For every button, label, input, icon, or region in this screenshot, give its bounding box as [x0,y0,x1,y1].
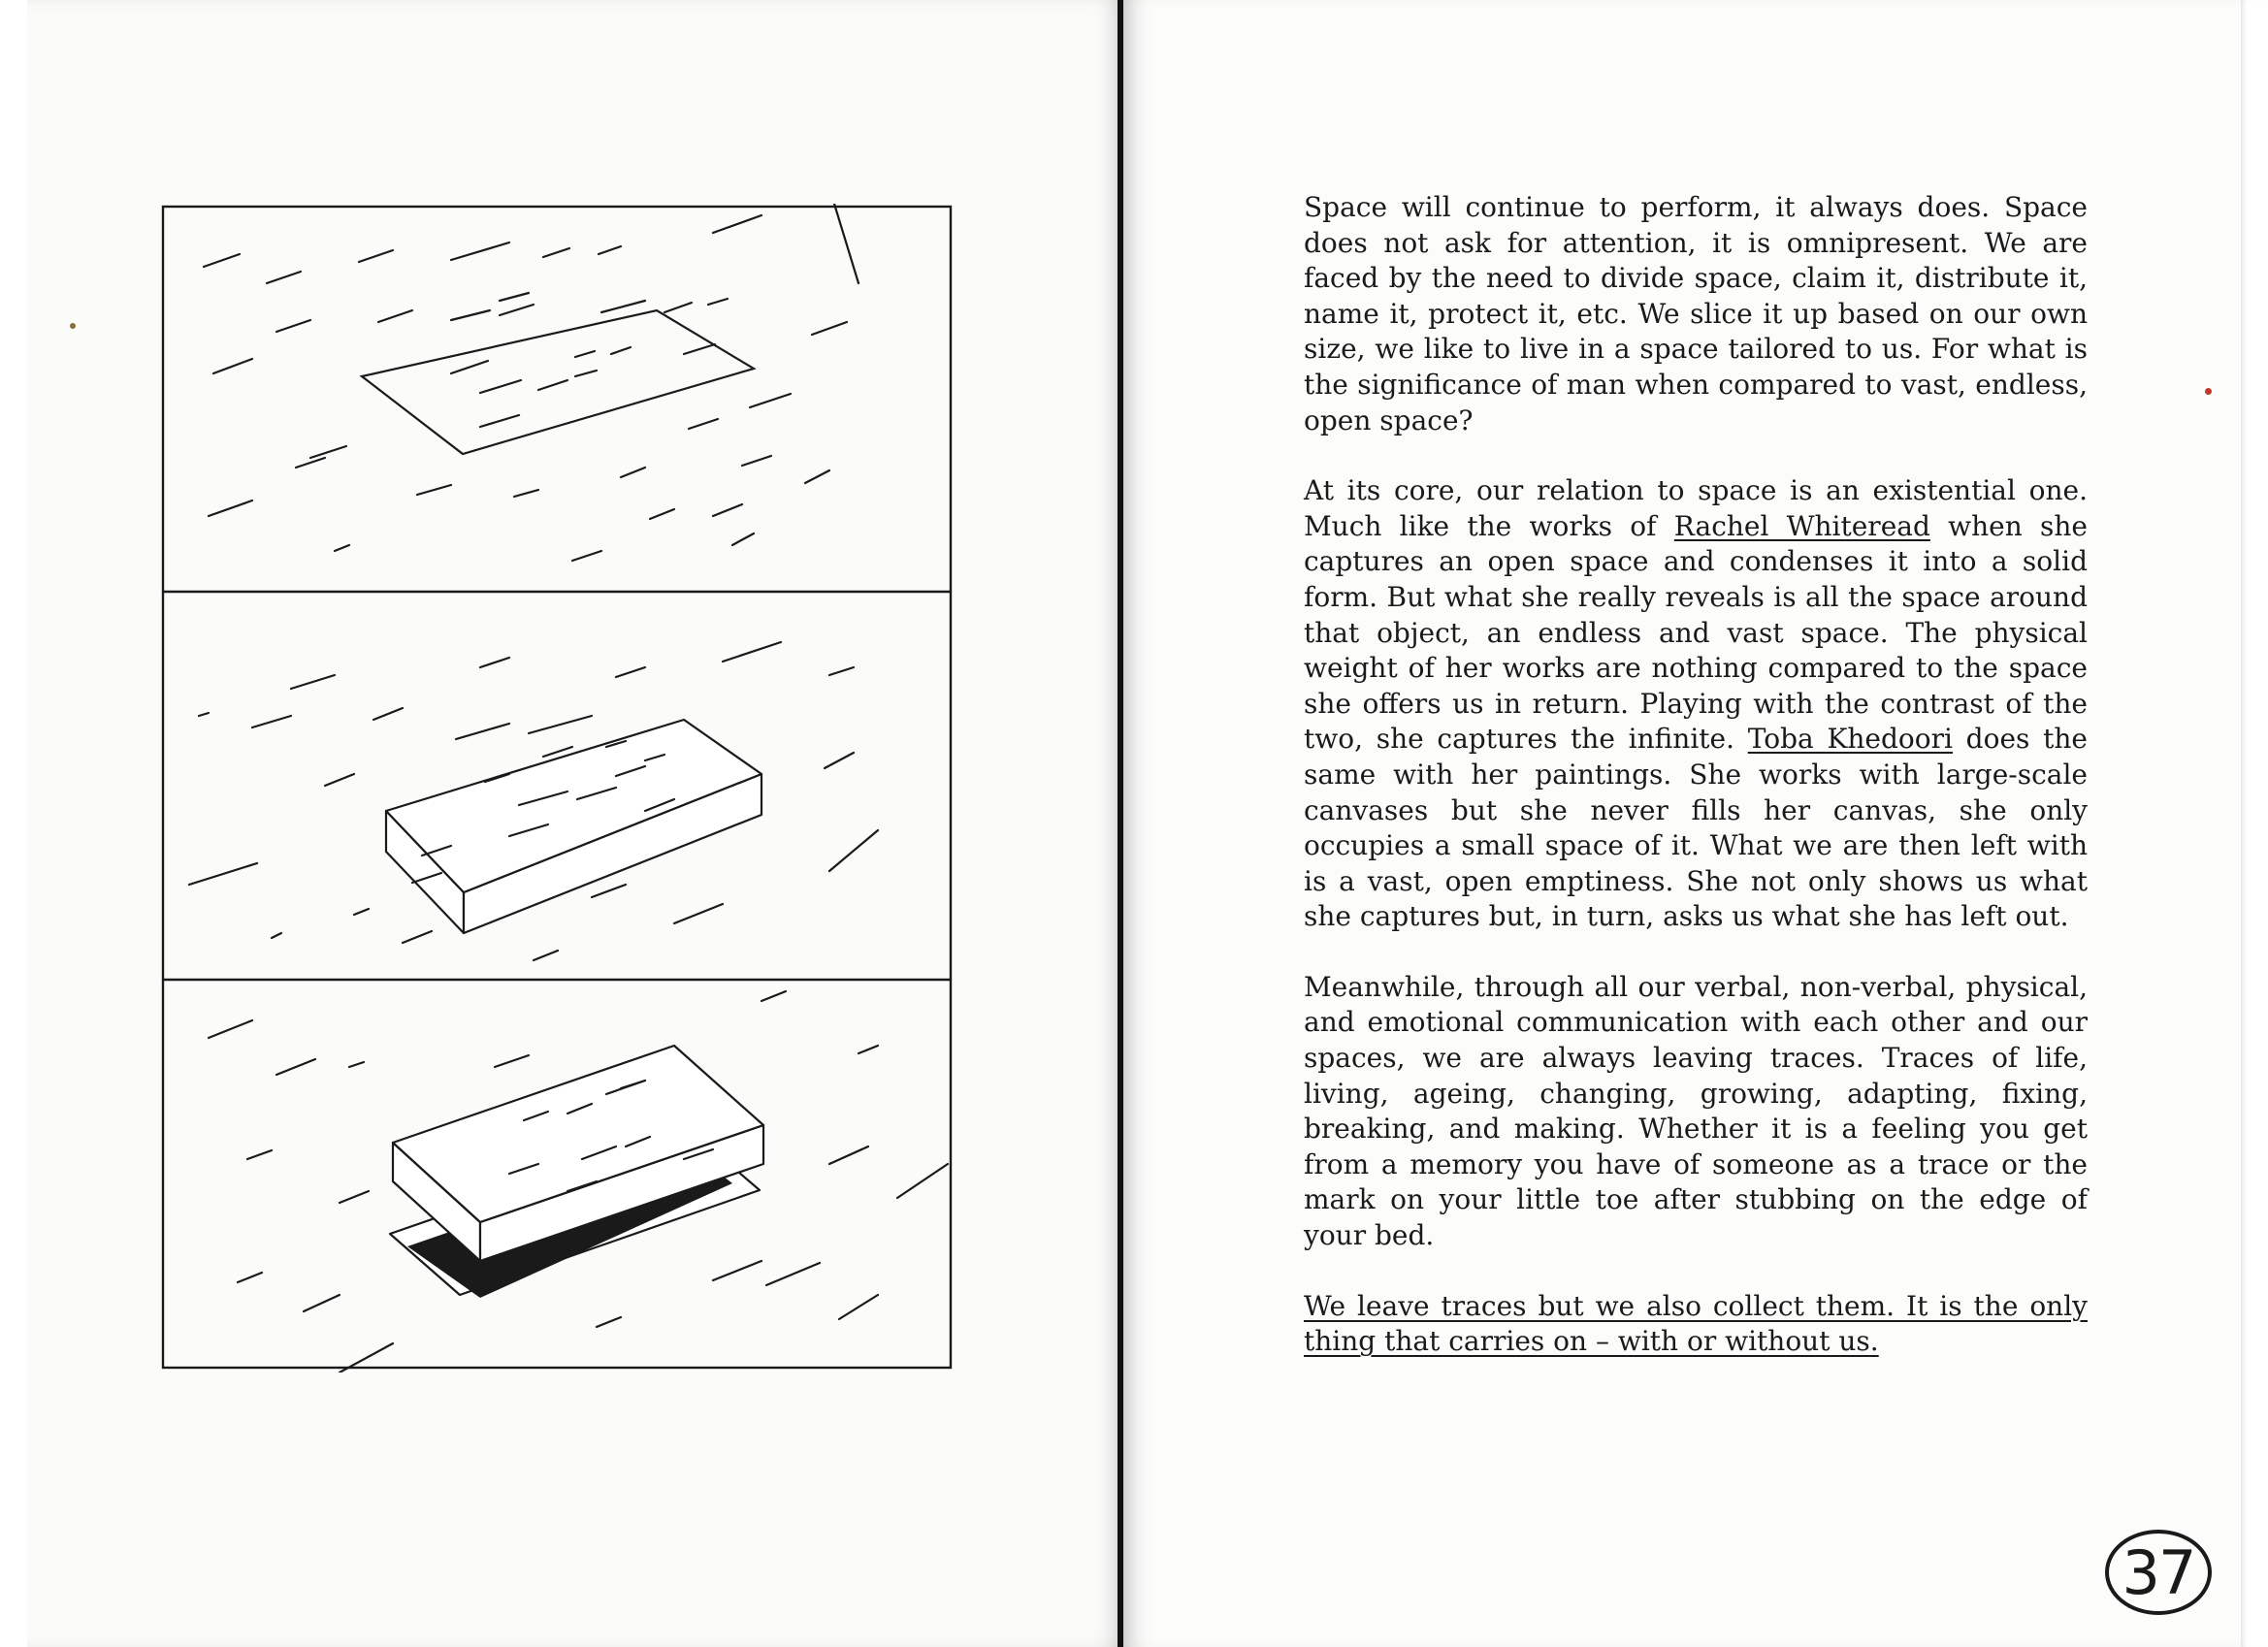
left-page-edge [0,0,27,1647]
closing-line: We leave traces but we also collect them. It is the only thing that carries on – with or without us. [1304,1289,2088,1358]
artist-name-toba-khedoori: Toba Khedoori [1747,723,1953,756]
paragraph-3 [1304,970,2088,1254]
artist-name-rachel-whiteread: Rachel Whiteread [1673,509,1930,542]
floor-hatching-2 [189,642,878,960]
panel-1 [204,204,859,561]
paragraph-2-text-c: does the same with her paintings. She works with large-scale canvases but she never fills her canvas, she only occupies a small space of it. What we are then left with is a vast, open emptiness. She not only shows us what she captures but, in turn, asks us what she has left out. [1304,723,2088,933]
paragraph-2-text-a: At its core, our relation to space is an existential one. Much like the works of [1304,474,2088,542]
flat-slab-outline [362,310,754,454]
page-number: 37 [2122,1536,2195,1608]
paper-speck [70,323,76,329]
floor-hatching-1 [204,204,859,561]
paragraph-1-text: Space will continue to perform, it always does. Space does not ask for attention, it is omnipresent. We are faced by the need to divide space, claim it, distribute it, name it, protect it, etc. We slice it up based on our own size, we like to live in a space tailored to us. For what is the significance of man when compared to vast, endless, open space? [1304,191,2088,436]
raised-slab [386,720,761,933]
paper-speck [2205,388,2212,395]
right-page-edge [2241,0,2268,1647]
panel-3 [209,991,948,1372]
paragraph-3-text: Meanwhile, through all our verbal, non-verbal, physical, and emotional communication with each other and our spaces, we are always leaving traces. Traces of life, living, ageing, changing, growing, adapting, fixing, breaking, and making. Whether it is a feeling you get from a memory you have of someone as a trace or the mark on your little toe after stubbing on the edge of your bed. [1304,970,2088,1252]
paragraph-2-text-b: when she captures an open space and condenses it into a solid form. But what she really reveals is all the space around that object, an endless and vast space. The physical weight of her works are nothing compared to the space she offers us in return. Playing with the contrast of the two, she captures the infinite. [1304,509,2088,756]
three-panel-illustration [160,204,956,1372]
panel-2 [189,642,878,960]
paragraph-1 [1304,190,2088,438]
closing-paragraph [1304,1289,2088,1360]
paragraph-2 [1304,473,2088,935]
page-number-badge [2105,1530,2212,1615]
essay-text [1304,190,2088,1395]
